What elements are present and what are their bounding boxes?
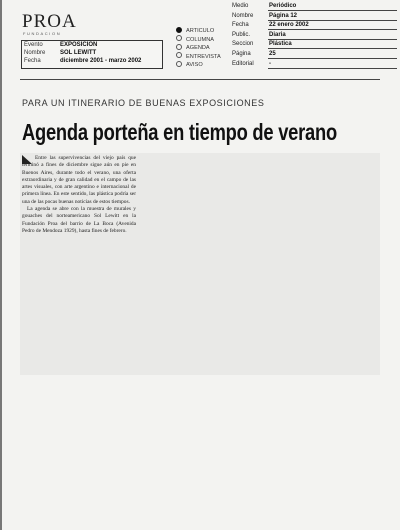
radio-icon bbox=[176, 35, 182, 41]
event-info-box bbox=[21, 40, 163, 69]
scan-edge bbox=[0, 0, 2, 530]
radio-selected-icon bbox=[176, 27, 182, 33]
meta-key: Medio bbox=[232, 3, 249, 9]
event-value: SOL LEWITT bbox=[60, 50, 97, 56]
meta-value: 22 enero 2002 bbox=[268, 21, 397, 30]
event-key: Fecha bbox=[24, 58, 41, 64]
radio-icon bbox=[176, 52, 182, 58]
article-headline: Agenda porteña en tiempo de verano bbox=[22, 119, 337, 145]
event-key: Evento bbox=[24, 42, 43, 48]
triangle-marker-icon bbox=[22, 155, 32, 164]
meta-value: Periódico bbox=[268, 2, 397, 11]
type-label: AVISO bbox=[186, 62, 203, 69]
meta-value: Plástica bbox=[268, 40, 397, 49]
meta-key: Editorial bbox=[232, 60, 254, 67]
type-label: AGENDA bbox=[186, 45, 210, 52]
header-divider bbox=[20, 79, 380, 80]
event-row-nombre bbox=[24, 50, 96, 57]
meta-key: Página bbox=[232, 50, 251, 57]
article-paragraph-1: Entre las supervivencias del viejo país que terminó a fines de diciembre sigue aún en pie en Buenos Aires, durante todo el verano, una oferta extraordinaria y de gran calidad en el campo de las artes visuales, con arte argentino e internacional de primera línea. En este sentido, las plástica podría ser una de las pocas buenas noticias de estos tiempos. bbox=[22, 155, 136, 205]
type-option-entrevista[interactable] bbox=[176, 53, 221, 62]
type-label: COLUMNA bbox=[186, 36, 214, 43]
meta-key: Public. bbox=[232, 31, 251, 38]
type-option-columna[interactable] bbox=[176, 36, 221, 45]
type-label: ARTICULO bbox=[186, 28, 215, 34]
article-kicker: PARA UN ITINERARIO DE BUENAS EXPOSICIONES bbox=[22, 98, 265, 108]
meta-key: Seccion bbox=[232, 41, 254, 48]
event-row-evento bbox=[24, 42, 97, 49]
type-label: ENTREVISTA bbox=[186, 53, 221, 60]
radio-icon bbox=[176, 61, 182, 67]
logo-name: PROA bbox=[22, 11, 77, 32]
meta-value: - bbox=[268, 60, 397, 69]
article-paragraph-2: La agenda se abre con la muestra de murales y gouaches del norteamericano Sol Lewitt en la Fundación Proa del barrio de La Boca (Avenida Pedro de Mendoza 1929), hasta fines de febrero. bbox=[22, 206, 136, 234]
event-value: EXPOSICION bbox=[60, 42, 98, 48]
type-option-aviso[interactable] bbox=[176, 61, 221, 70]
meta-key: Fecha bbox=[232, 22, 249, 29]
meta-key: Nombre bbox=[232, 12, 254, 19]
radio-icon bbox=[176, 44, 182, 50]
type-option-agenda[interactable] bbox=[176, 44, 221, 53]
event-row-fecha bbox=[24, 58, 141, 65]
meta-value: Diaria bbox=[268, 31, 397, 40]
meta-value: Página 12 bbox=[268, 12, 397, 21]
article-body bbox=[22, 155, 136, 235]
meta-value: 25 bbox=[268, 50, 397, 59]
event-key: Nombre bbox=[24, 50, 46, 56]
event-value: diciembre 2001 - marzo 2002 bbox=[60, 58, 142, 64]
logo-subtitle: FUNDACION bbox=[23, 31, 62, 36]
proa-logo bbox=[22, 13, 77, 36]
article-type-list bbox=[176, 27, 221, 70]
type-option-articulo[interactable] bbox=[176, 27, 221, 36]
